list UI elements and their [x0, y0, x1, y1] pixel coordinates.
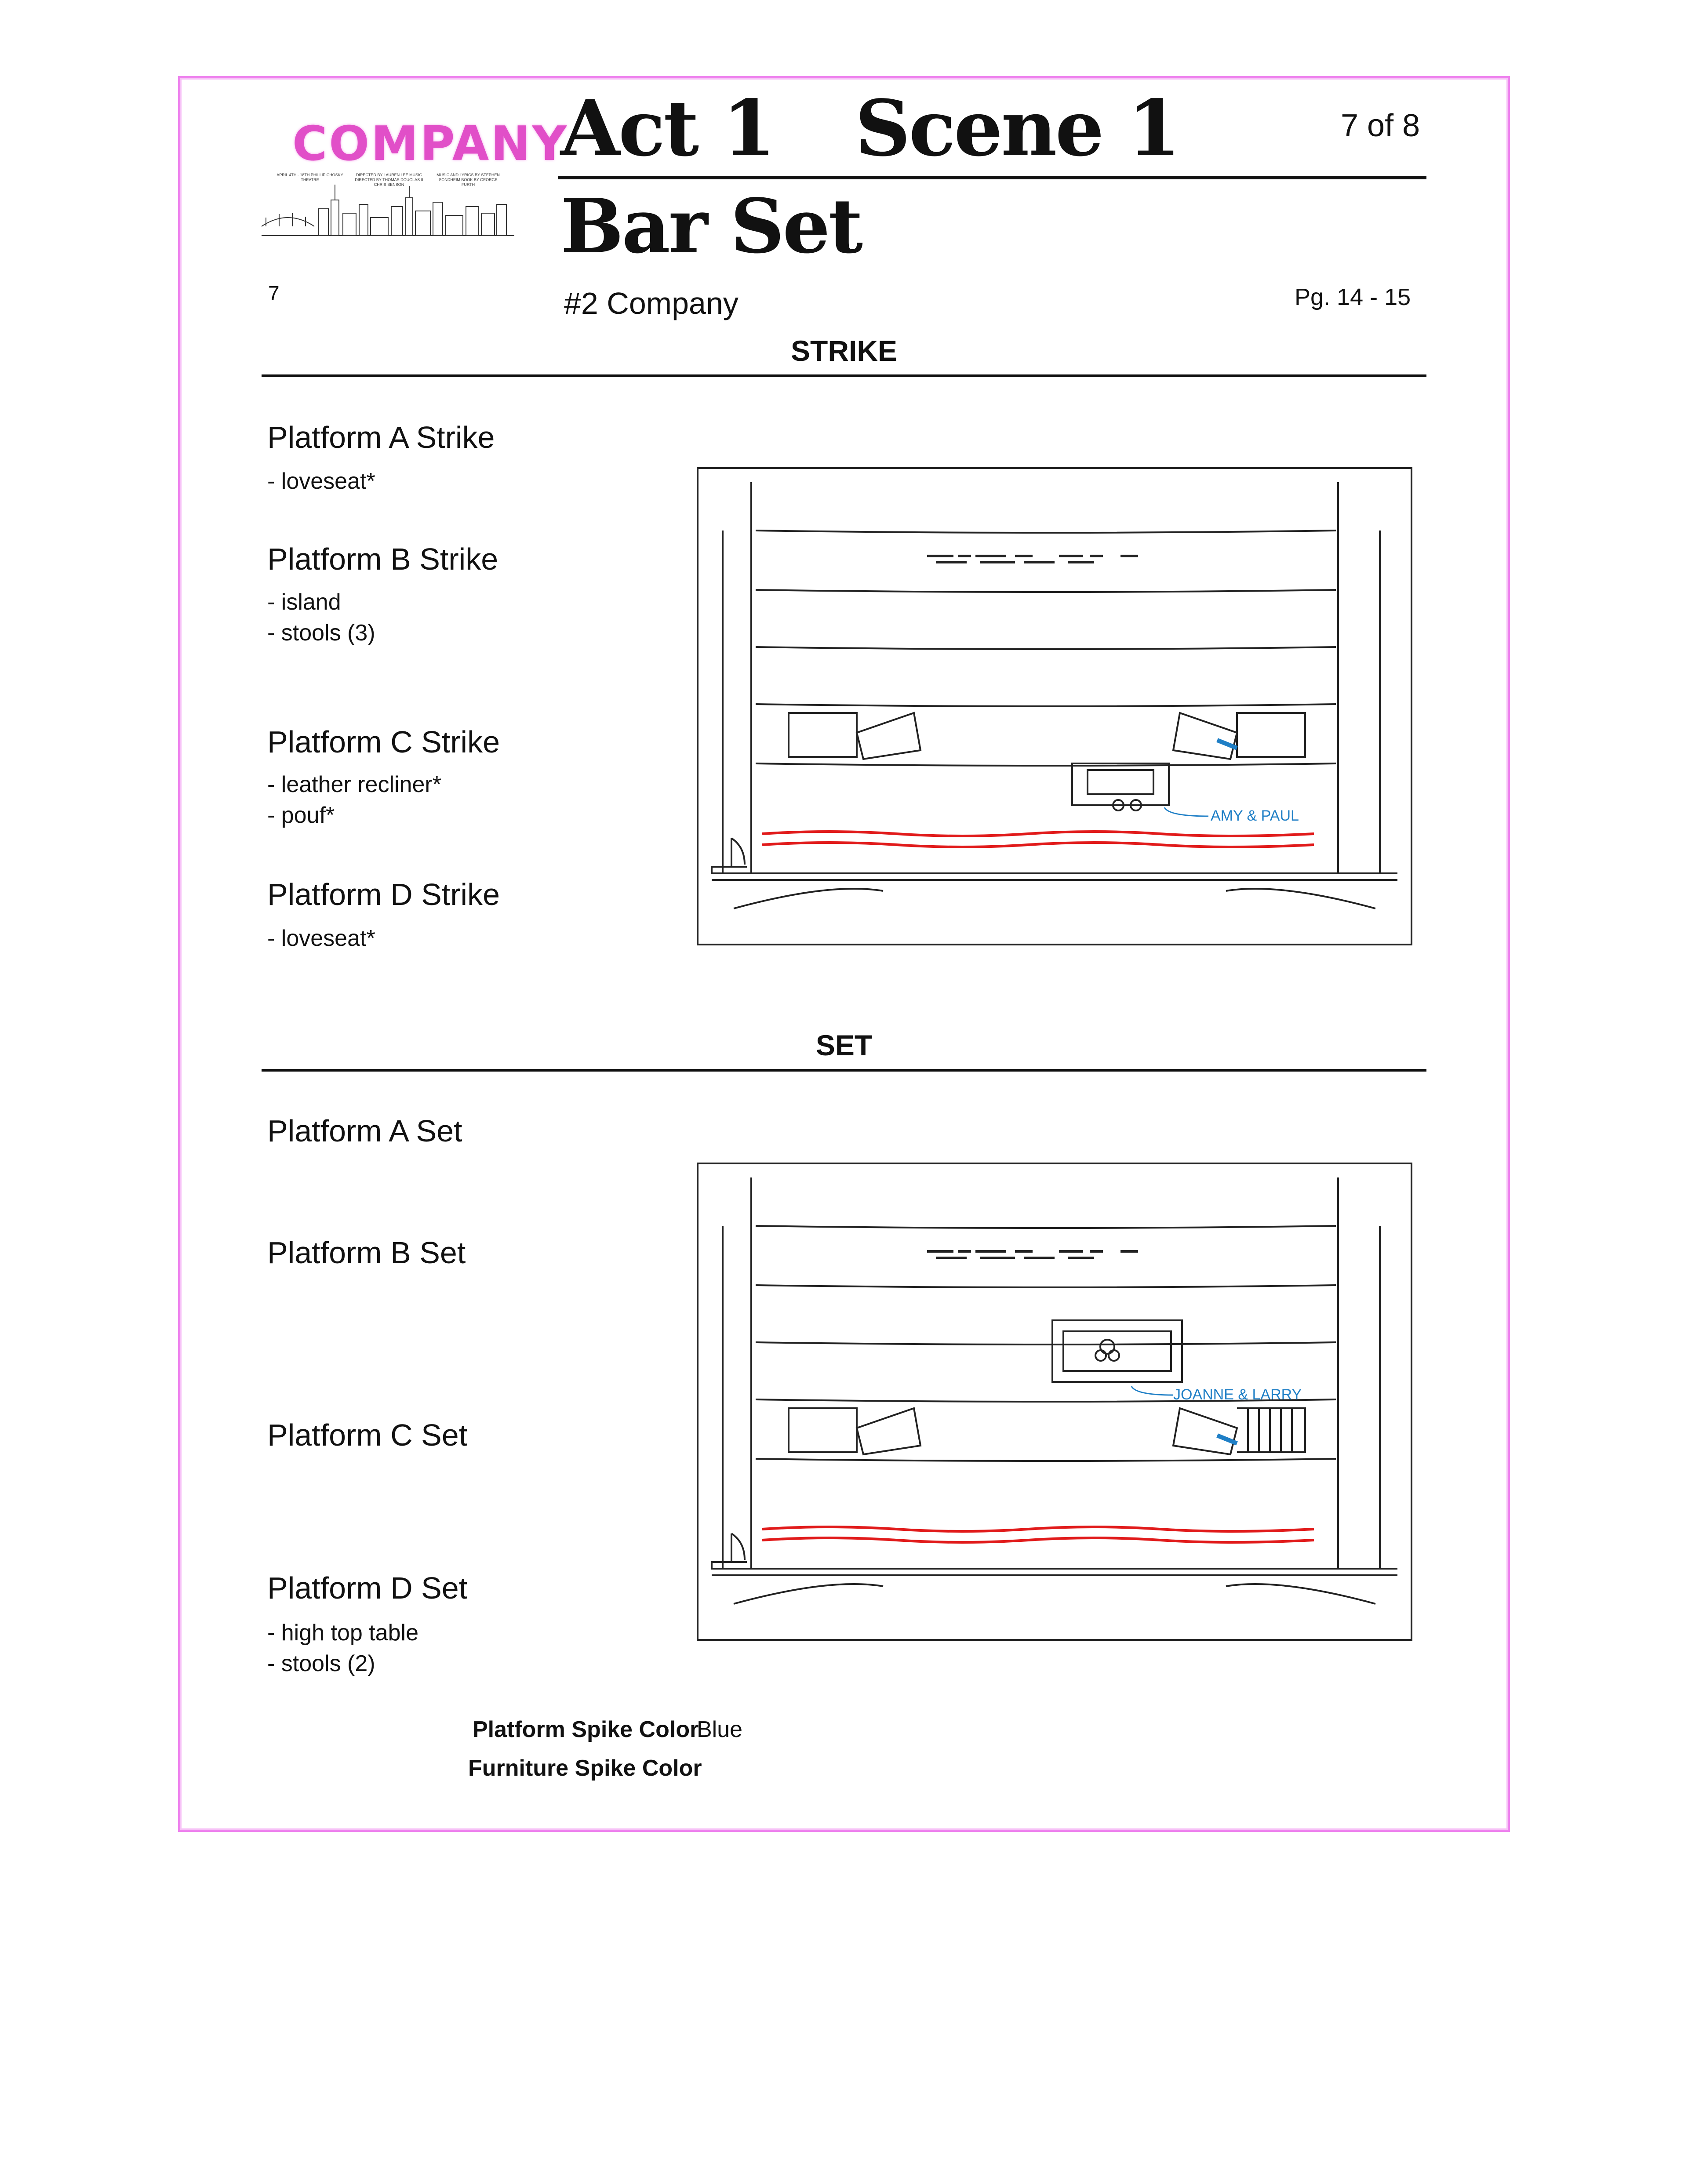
set-heading: SET: [815, 1029, 873, 1061]
script-pages: Pg. 14 - 15: [1295, 284, 1411, 310]
list-item: - high top table: [267, 1620, 419, 1646]
logo-credit-direction: DIRECTED BY LAUREN LEE MUSIC DIRECTED BY THOMAS DOUGLAS II CHRIS BENSON: [355, 173, 423, 187]
strike-platform-d-label: Platform D Strike: [267, 877, 500, 912]
platform-spike-label: Platform Spike Color: [473, 1717, 699, 1742]
strike-platform-b-label: Platform B Strike: [267, 542, 498, 576]
scene-title: Scene 1: [855, 84, 1179, 174]
strike-platform-d-items: [267, 923, 375, 954]
page-count: 7 of 8: [1341, 108, 1420, 143]
strike-heading: STRIKE: [790, 334, 898, 367]
platform-spike-value: Blue: [697, 1717, 743, 1742]
company-logo: [262, 116, 568, 240]
strike-rule: [262, 374, 1426, 377]
list-item: - pouf*: [267, 803, 335, 828]
list-item: - leather recliner*: [267, 772, 441, 797]
set-platform-c-label: Platform C Set: [267, 1418, 468, 1452]
strike-diagram-label: AMY & PAUL: [1211, 807, 1299, 824]
logo-credit-authors: MUSIC AND LYRICS BY STEPHEN SONDHEIM BOOK BY GEORGE FURTH: [437, 173, 500, 187]
strike-platform-c-items: [267, 769, 441, 831]
set-platform-d-label: Platform D Set: [267, 1571, 468, 1605]
set-platform-d-items: [267, 1617, 418, 1679]
set-platform-a-label: Platform A Set: [267, 1114, 462, 1148]
list-item: - stools (2): [267, 1651, 375, 1676]
strike-platform-b-items: [267, 587, 375, 648]
act-title: Act 1: [560, 84, 774, 174]
logo-credit-dates: APRIL 4TH - 18TH PHILLIP CHOSKY THEATRE: [276, 173, 343, 182]
list-item: - island: [267, 589, 341, 615]
list-item: - loveseat*: [267, 469, 375, 494]
set-diagram-label: JOANNE & LARRY: [1173, 1386, 1302, 1403]
strike-platform-c-label: Platform C Strike: [267, 725, 500, 759]
strike-ground-plan: [697, 467, 1412, 945]
cue-number: 7: [268, 282, 280, 305]
furniture-spike-label: Furniture Spike Color: [468, 1755, 702, 1781]
song-title: #2 Company: [564, 286, 738, 320]
strike-platform-a-label: Platform A Strike: [267, 420, 495, 454]
set-ground-plan: [697, 1163, 1412, 1641]
strike-platform-a-items: [267, 466, 375, 497]
skyline-illustration: [262, 182, 514, 240]
logo-title: COMPANY: [292, 116, 568, 171]
list-item: - stools (3): [267, 620, 375, 646]
list-item: - loveseat*: [267, 926, 375, 951]
set-name: Bar Set: [560, 182, 862, 270]
set-platform-b-label: Platform B Set: [267, 1236, 466, 1270]
set-rule: [262, 1069, 1426, 1072]
header-rule: [558, 176, 1426, 179]
